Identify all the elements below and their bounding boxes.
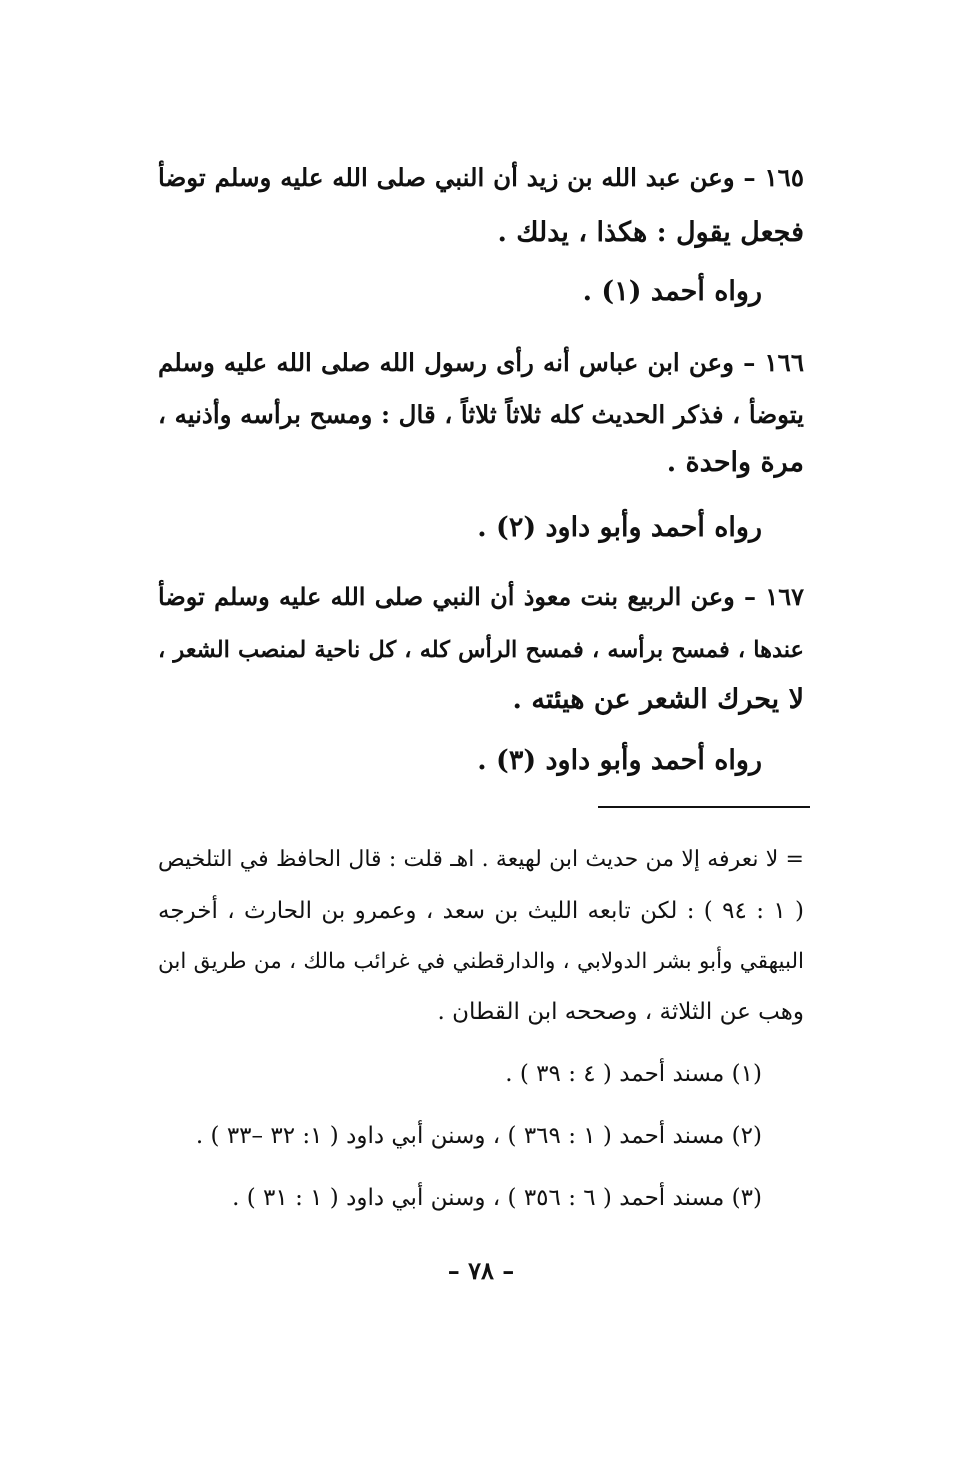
hadith-167-narration: رواه أحمد وأبو داود (٣) . <box>477 745 762 776</box>
footnote-continuation-line-1: = لا نعرفه إلا من حديث ابن لهيعة . اهـ قلت : قال الحافظ في التلخيص <box>158 847 804 872</box>
hadith-166-line-1: ١٦٦ – وعن ابن عباس أنه رأى رسول الله صلى الله عليه وسلم <box>158 348 804 377</box>
hadith-166-narration: رواه أحمد وأبو داود (٢) . <box>477 512 762 543</box>
hadith-165-line-1: ١٦٥ – وعن عبد الله بن زيد أن النبي صلى الله عليه وسلم توضأ <box>158 163 804 192</box>
footnote-continuation-line-2: ( ١ : ٩٤ ) : لكن تابعه الليث بن سعد ، وعمرو بن الحارث ، أخرجه <box>158 898 804 924</box>
hadith-167-line-3: لا يحرك الشعر عن هيئته . <box>512 684 804 715</box>
hadith-166-line-2: يتوضأ ، فذكر الحديث كله ثلاثاً ثلاثاً ، قال : ومسح برأسه وأذنيه ، <box>158 400 804 429</box>
hadith-165-narration: رواه أحمد (١) . <box>582 276 762 307</box>
page-number: – ٧٨ – <box>447 1256 515 1285</box>
footnote-separator <box>598 806 810 808</box>
footnote-1: (١) مسند أحمد ( ٤ : ٣٩ ) . <box>505 1061 762 1087</box>
hadith-166-line-3: مرة واحدة . <box>666 447 804 478</box>
hadith-167-line-2: عندها ، فمسح برأسه ، فمسح الرأس كله ، كل ناحية لمنصب الشعر ، <box>158 637 804 663</box>
footnote-3: (٣) مسند أحمد ( ٦ : ٣٥٦ ) ، وسنن أبي داود ( ١ : ٣١ ) . <box>232 1185 762 1211</box>
footnote-continuation-line-4: وهب عن الثلاثة ، وصححه ابن القطان . <box>437 999 804 1025</box>
hadith-167-line-1: ١٦٧ – وعن الربيع بنت معوذ أن النبي صلى الله عليه وسلم توضأ <box>158 582 804 611</box>
footnote-continuation-line-3: البيهقي وأبو بشر الدولابي ، والدارقطني في غرائب مالك ، من طريق ابن <box>158 949 804 974</box>
hadith-165-line-2: فجعل يقول : هكذا ، يدلك . <box>497 217 804 248</box>
footnote-2: (٢) مسند أحمد ( ١ : ٣٦٩ ) ، وسنن أبي داود ( ١: ٣٢ –٣٣ ) . <box>195 1123 762 1149</box>
